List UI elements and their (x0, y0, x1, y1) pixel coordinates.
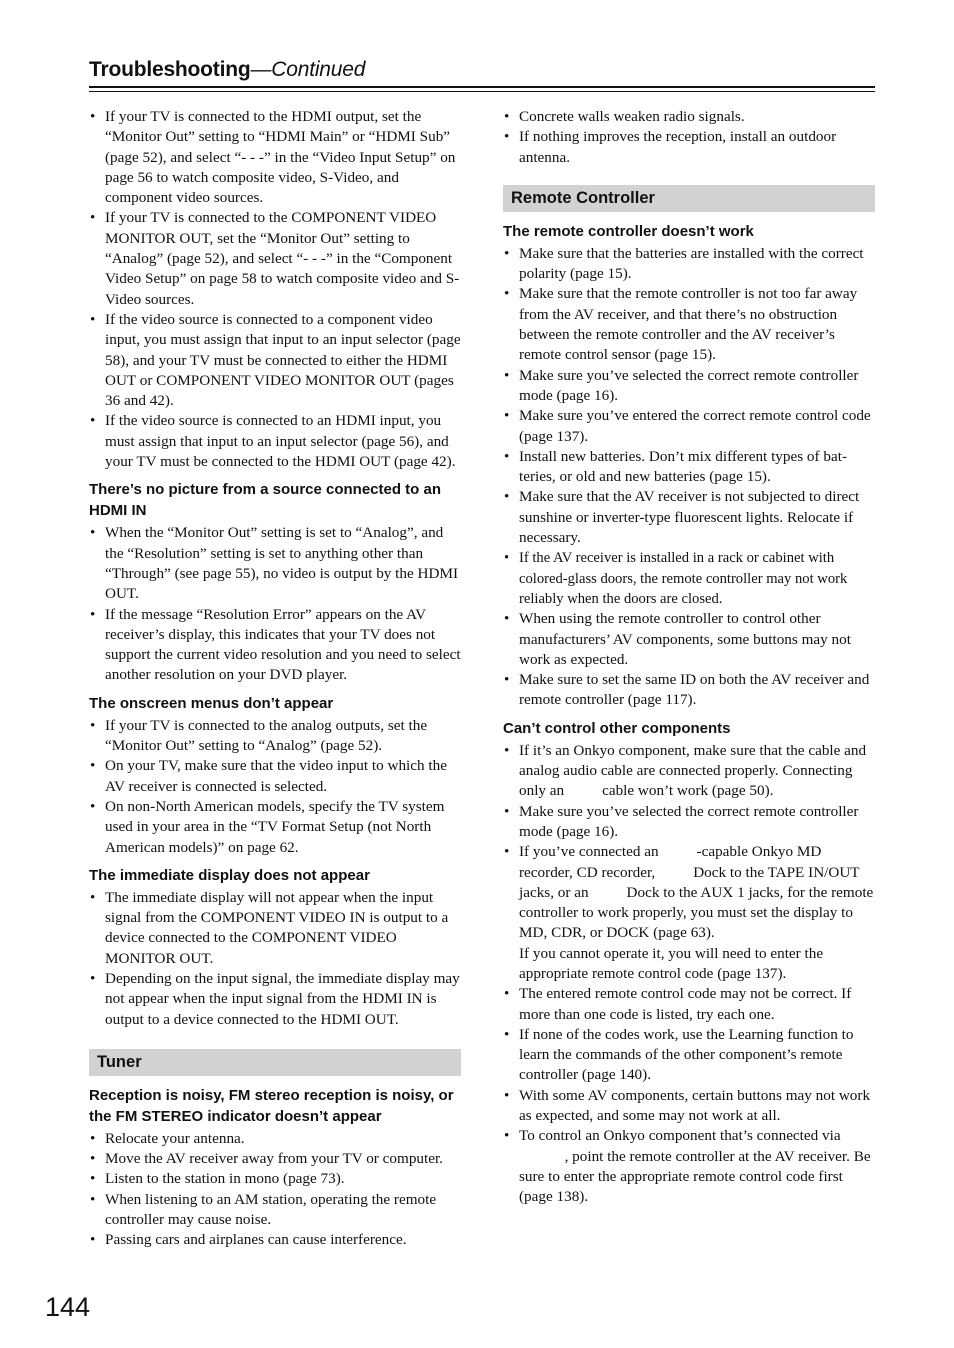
list-item: • Make sure you’ve selected the correct remote controller mode (page 16). (503, 802, 875, 843)
list-item: • On non-North American models, specify the TV system used in your area in the “TV Format Setup (not North American models)” on page 62. (89, 797, 461, 858)
video-bullet-list (89, 107, 461, 472)
list-item: • If nothing improves the reception, install an outdoor antenna. (503, 127, 875, 168)
list-item: • Make sure that the AV receiver is not subjected to direct sunshine or inverter-type fluorescent lights. Relocate if necessary. (503, 487, 875, 548)
immediate-list (89, 888, 461, 1030)
list-item: • Depending on the input signal, the immediate display may not appear when the input signal from the HDMI IN is output to a device connected to the HDMI OUT. (89, 969, 461, 1030)
list-item: • On your TV, make sure that the video input to which the AV receiver is connected is selected. (89, 756, 461, 797)
header-title (89, 56, 875, 84)
subheading-onscreen-menus: The onscreen menus don’t appear (89, 694, 334, 712)
list-item: • Make sure you’ve entered the correct remote control code (page 137). (503, 406, 875, 447)
list-item: • If you’ve connected an -capable Onkyo MD recorder, CD recorder, Dock to the TAPE IN/OUT jacks, or an Dock to the AUX 1 jacks, for the remote controller to work properly, you must set the display to MD, CDR, or DOCK (page 63). If you cannot operate it, you will need to enter the appropriate remote control code (page 137). (503, 842, 875, 984)
list-item: • If the message “Resolution Error” appears on the AV receiver’s display, this indicates that your TV does not support the current video resolution and you need to select another resolution on your DVD player. (89, 605, 461, 686)
page-header (89, 56, 875, 84)
list-item: • If the video source is connected to an HDMI input, you must assign that input to an input selector (page 56), and your TV must be connected to the HDMI OUT (page 42). (89, 411, 461, 472)
list-item: • When using the remote controller to control other manufacturers’ AV components, some buttons may not work as expected. (503, 609, 875, 670)
page-number: 144 (45, 1292, 91, 1322)
list-item: • Move the AV receiver away from your TV or computer. (89, 1149, 461, 1169)
list-item: • Make sure that the remote controller is not too far away from the AV receiver, and that there’s no obstruction between the remote controller and the AV receiver’s remote control sensor (page 15). (503, 284, 875, 365)
list-item: • If none of the codes work, use the Learning function to learn the commands of the other component’s remote controller (page 140). (503, 1025, 875, 1086)
other-components-list (503, 741, 875, 1208)
left-column (89, 107, 461, 1251)
list-item: • Make sure you’ve selected the correct remote controller mode (page 16). (503, 366, 875, 407)
list-item: • Relocate your antenna. (89, 1129, 461, 1149)
header-title-text: Troubleshooting (89, 58, 251, 81)
section-header-remote-controller: Remote Controller (503, 185, 875, 212)
list-item: • The entered remote control code may not be correct. If more than one code is listed, try each one. (503, 984, 875, 1025)
tuner-continued-list (503, 107, 875, 168)
list-item: • If the AV receiver is installed in a rack or cabinet with colored-glass doors, the remote controller may not work reliably when the doors are closed. (503, 548, 875, 609)
list-item: • When the “Monitor Out” setting is set to “Analog”, and the “Resolution” setting is set to anything other than “Through” (see page 55), no video is output by the HDMI OUT. (89, 523, 461, 604)
list-item: • With some AV components, certain buttons may not work as expected, and some may not work at all. (503, 1086, 875, 1127)
subheading-other-components: Can’t control other components (503, 719, 731, 737)
list-item: • Make sure that the batteries are installed with the correct polarity (page 15). (503, 244, 875, 285)
list-item: • Passing cars and airplanes can cause interference. (89, 1230, 461, 1250)
header-continued: —Continued (250, 58, 366, 81)
header-rule-thick (89, 86, 875, 88)
section-header-tuner: Tuner (89, 1049, 461, 1076)
list-item: • Listen to the station in mono (page 73). (89, 1169, 461, 1189)
list-item: • Concrete walls weaken radio signals. (503, 107, 875, 127)
subheading-immediate-display: The immediate display does not appear (89, 866, 370, 884)
list-item: • When listening to an AM station, operating the remote controller may cause noise. (89, 1190, 461, 1231)
list-item: • If your TV is connected to the analog outputs, set the “Monitor Out” setting to “Analog” (page 52). (89, 716, 461, 757)
subheading-no-picture: There’s no picture from a source connected to an HDMI IN (89, 481, 442, 520)
list-item: • If your TV is connected to the COMPONENT VIDEO MONITOR OUT, set the “Monitor Out” setting to “Analog” (page 52), and select “- - -” in the “Component Video Setup” on page 58 to watch composite video and S-Video sources. (89, 208, 461, 309)
remote-list (503, 244, 875, 711)
list-item: • If your TV is connected to the HDMI output, set the “Monitor Out” setting to “HDMI Main” or “HDMI Sub” (page 52), and select “- - -” in the “Video Input Setup” on page 56 to watch composite video, S-Video, and component video sources. (89, 107, 461, 208)
list-item: • Make sure to set the same ID on both the AV receiver and remote controller (page 117). (503, 670, 875, 711)
list-item: • If it’s an Onkyo component, make sure that the cable and analog audio cable are connected properly. Connecting only an cable won’t work (page 50). (503, 741, 875, 802)
list-item: • To control an Onkyo component that’s connected via , point the remote controller at the AV receiver. Be sure to enter the appropriate remote control code first (page 138). (503, 1126, 875, 1207)
onscreen-list (89, 716, 461, 858)
tuner-list (89, 1129, 461, 1251)
right-column (503, 107, 875, 1208)
list-item: • Install new batteries. Don’t mix different types of batteries, or old and new batteries (page 15). (503, 447, 875, 488)
no-picture-list (89, 523, 461, 685)
list-item: • The immediate display will not appear when the input signal from the COMPONENT VIDEO IN is output to a device connected to the COMPONENT VIDEO MONITOR OUT. (89, 888, 461, 969)
subheading-remote-not-work: The remote controller doesn’t work (503, 222, 754, 240)
list-item: • If the video source is connected to a component video input, you must assign that input to an input selector (page 58), and your TV must be connected to either the HDMI OUT or COMPONENT VIDEO MONITOR OUT (pages 36 and 42). (89, 310, 461, 411)
subheading-reception-noisy: Reception is noisy, FM stereo reception is noisy, or the FM STEREO indicator doesn’t appear (89, 1086, 454, 1125)
header-rule-thin (89, 91, 875, 92)
